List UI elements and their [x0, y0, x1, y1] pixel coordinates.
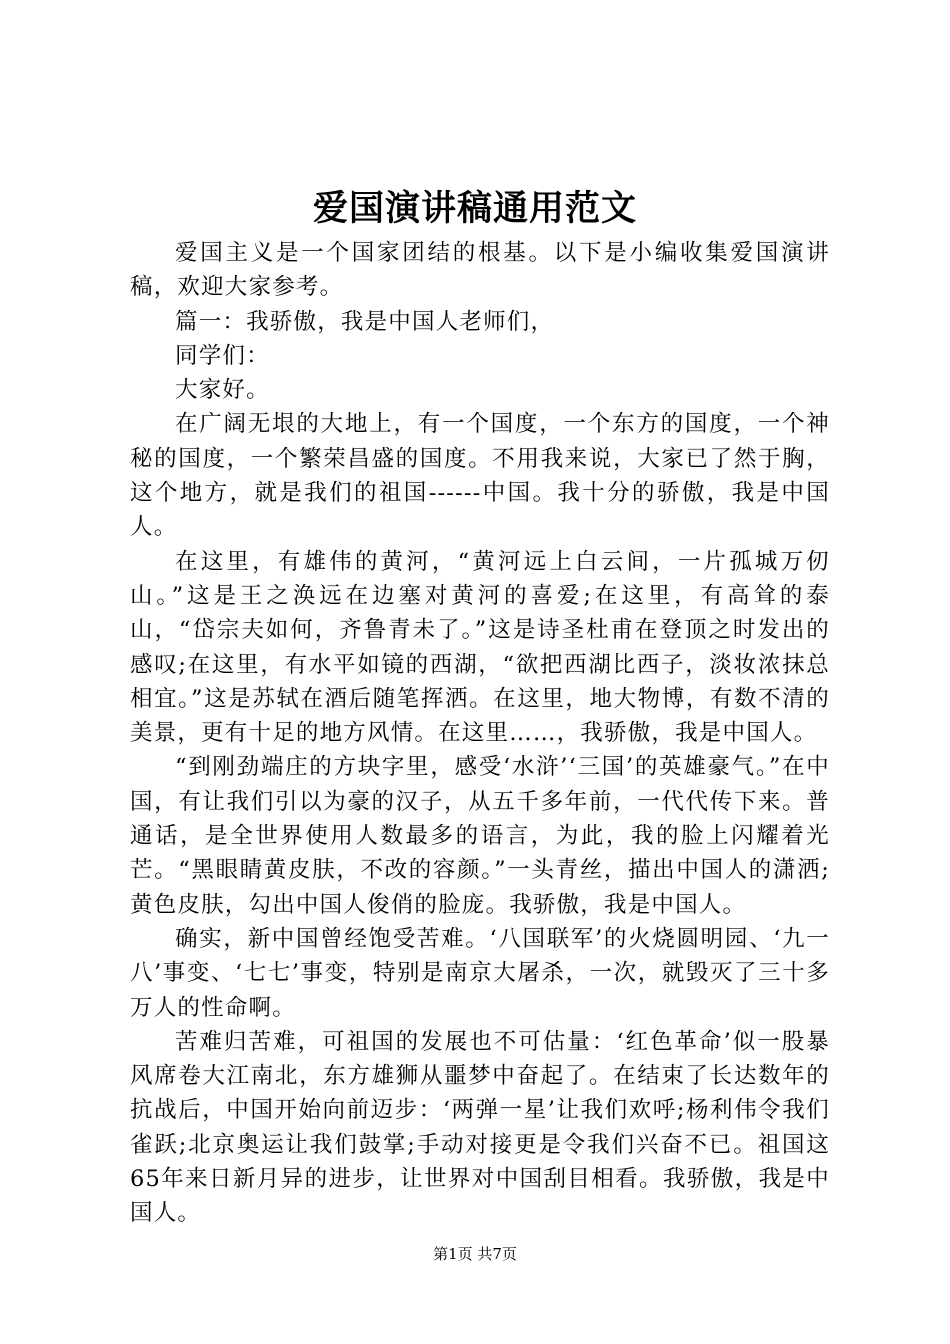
document-body	[130, 236, 830, 1231]
paragraph-chapter-heading: 篇一：我骄傲，我是中国人老师们，	[175, 308, 555, 335]
paragraph-body: 在广阔无垠的大地上，有一个国度，一个东方的国度，一个神秘的国度，一个繁荣昌盛的国度。不用我来说，大家已了然于胸，这个地方，就是我们的祖国------中国。我十分的骄傲，我是中国人。	[130, 411, 830, 541]
paragraph-body: “到刚劲端庄的方块字里，感受‘水浒’‘三国’的英雄豪气。”在中国，有让我们引以为豪的汉子，从五千多年前，一代代传下来。普通话，是全世界使用人数最多的语言，为此，我的脸上闪耀着光芒。“黑眼睛黄皮肤，不改的容颜。”一头青丝，描出中国人的潇洒;黄色皮肤，勾出中国人俊俏的脸庞。我骄傲，我是中国人。	[130, 754, 830, 918]
paragraph-body: 在这里，有雄伟的黄河，“黄河远上白云间，一片孤城万仞山。”这是王之涣远在边塞对黄河的喜爱;在这里，有高耸的泰山，“岱宗夫如何，齐鲁青未了。”这是诗圣杜甫在登顶之时发出的感叹;在这里，有水平如镜的西湖，“欲把西湖比西子，淡妆浓抹总相宜。”这是苏轼在酒后随笔挥洒。在这里，地大物博，有数不清的美景，更有十足的地方风情。在这里……，我骄傲，我是中国人。	[130, 548, 830, 747]
paragraph-body: 确实，新中国曾经饱受苦难。‘八国联军’的火烧圆明园、‘九一八’事变、‘七七’事变，特别是南京大屠杀，一次，就毁灭了三十多万人的性命啊。	[130, 925, 830, 1021]
page-number-footer: 第1页 共7页	[433, 1245, 517, 1263]
paragraph-greeting: 大家好。	[175, 377, 270, 404]
paragraph-intro: 爱国主义是一个国家团结的根基。以下是小编收集爱国演讲稿，欢迎大家参考。	[130, 240, 830, 301]
paragraph-salutation: 同学们：	[175, 342, 270, 369]
page-title: 爱国演讲稿通用范文	[312, 188, 637, 229]
paragraph-body: 苦难归苦难，可祖国的发展也不可估量：‘红色革命’似一股暴风席卷大江南北，东方雄狮从噩梦中奋起了。在结束了长达数年的抗战后，中国开始向前迈步：‘两弹一星’让我们欢呼;杨利伟令我们雀跃;北京奥运让我们鼓掌;手动对接更是令我们兴奋不已。祖国这65年来日新月异的进步，让世界对中国刮目相看。我骄傲，我是中国人。	[130, 1028, 830, 1227]
